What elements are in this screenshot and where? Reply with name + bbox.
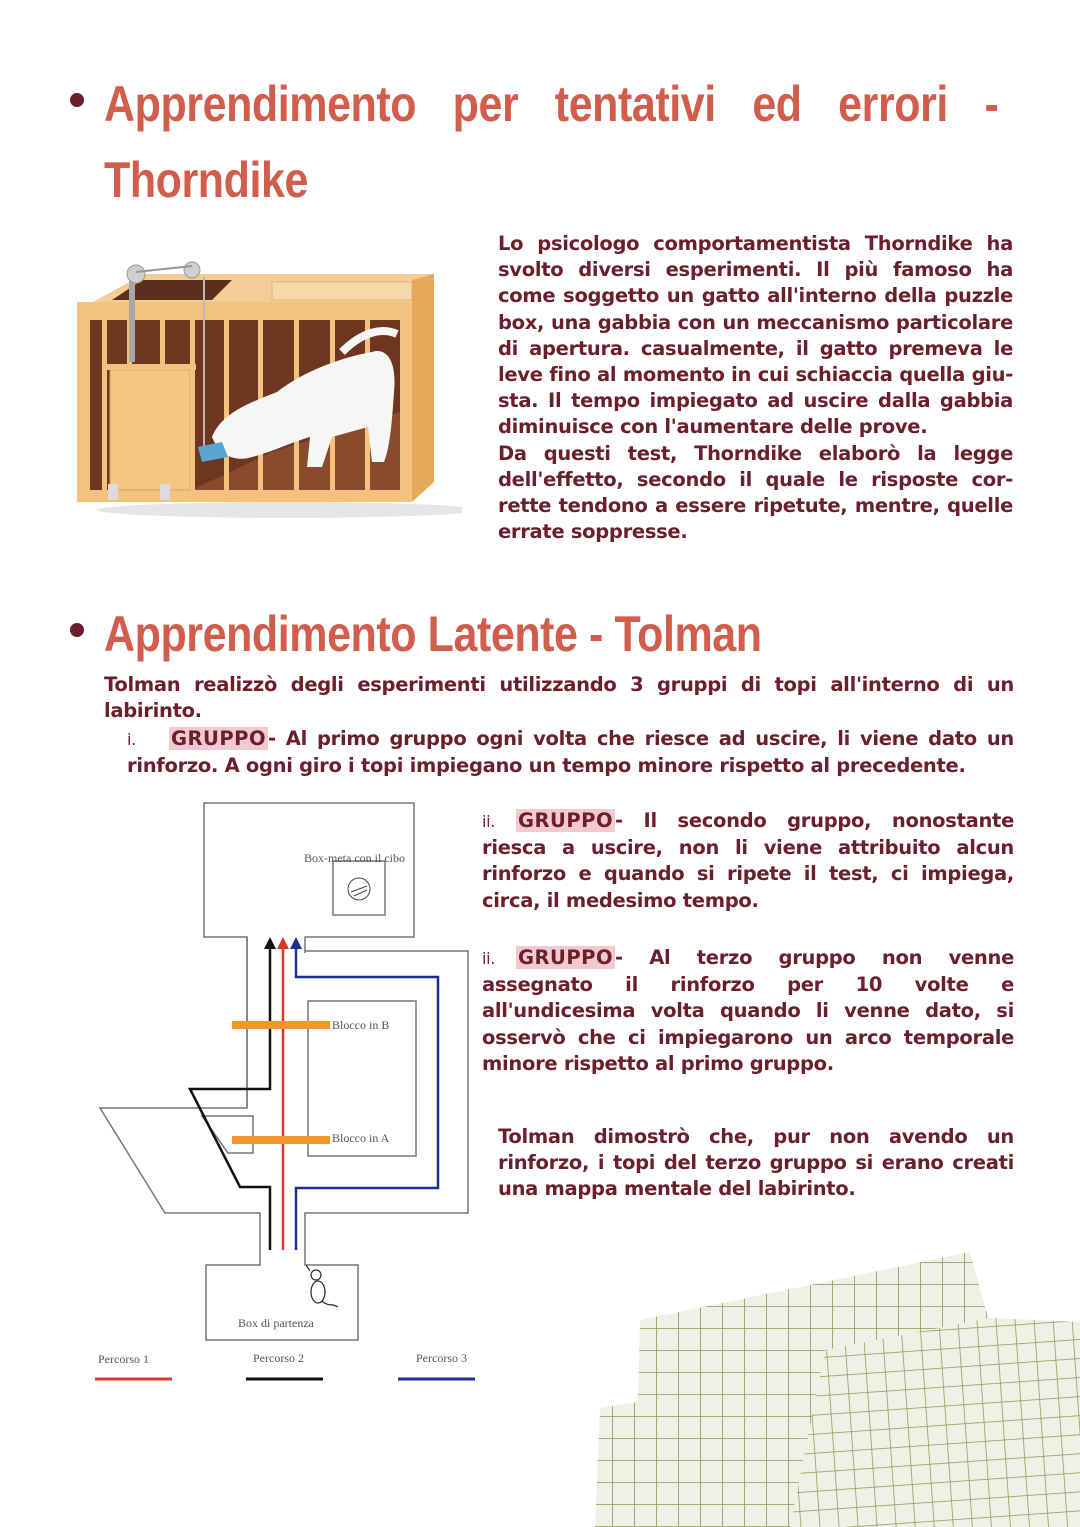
bullet-icon [70, 623, 84, 637]
section-title-thorndike [70, 66, 1080, 218]
group-text: - Al terzo gruppo non venne assegnato il rinforzo per 10 volte e all'undicesima volta quando li venne dato, si osservò che ci impiegarono un arco temporale minore rispetto al primo gruppo. [482, 946, 1014, 1075]
list-number: ii. [482, 812, 496, 831]
thorndike-paragraph-2: Da questi test, Thorndike elaborò la legge dell'effetto, secondo il quale le risposte cor-rette tendono a essere ripetute, mentre, quelle errate soppresse. [498, 441, 1013, 544]
start-box-label: Box di partenza [238, 1316, 314, 1330]
block-a-label: Blocco in A [332, 1131, 390, 1145]
group-text: - Al primo gruppo ogni volta che riesce ad uscire, li viene dato un rinforzo. A ogni giro i topi impiegano un tempo minore rispetto al precedente. [127, 727, 1014, 778]
group-text: - Il secondo gruppo, nonostante riesca a uscire, non li viene attribuito alcun rinforzo e quando si ripete il test, ci impiega, circa, il medesimo tempo. [482, 809, 1014, 912]
tolman-intro: Tolman realizzò degli esperimenti utilizzando 3 gruppi di topi all'interno di un labirinto. [104, 673, 1014, 723]
title-word: per [452, 76, 519, 132]
title-word: ed [752, 76, 802, 132]
tolman-conclusion: Tolman dimostrò che, pur non avendo un rinforzo, i topi del terzo gruppo si erano creati una mappa mentale del labirinto. [498, 1125, 1014, 1201]
legend-label-3: Percorso 3 [416, 1351, 467, 1365]
group-item-1 [127, 726, 1014, 779]
puzzle-box-cat-illustration [72, 252, 462, 522]
title-word: errori [838, 76, 948, 132]
thorndike-description [498, 231, 1013, 545]
title-word: tentativi [554, 76, 716, 132]
grid-paper-decoration [590, 1240, 1080, 1527]
group-label-highlight: GRUPPO [518, 809, 614, 832]
thorndike-paragraph-1: Lo psicologo comportamentista Thorndike ha svolto diversi esperimenti. Il più famoso ha come soggetto un gatto all'interno della puzzle box, una gabbia con un meccanismo particolare di apertura. casualmente, il gatto premeva le leve fino al momento in cui schiaccia quella giu-sta. Il tempo impiegato ad uscire dalla gabbia diminuisce con l'aumentare delle prove. [498, 232, 1013, 439]
list-number: ii. [482, 949, 496, 968]
tolman-maze-diagram [70, 795, 490, 1395]
title-line-2: Thorndike [104, 152, 308, 208]
title-word: - [984, 76, 999, 132]
legend-label-1: Percorso 1 [98, 1352, 149, 1366]
block-b-label: Blocco in B [332, 1018, 390, 1032]
list-number: i. [127, 730, 136, 749]
title-line-1 [104, 66, 998, 142]
legend-label-2: Percorso 2 [253, 1351, 304, 1365]
group-item-3 [482, 945, 1014, 1077]
title-word: Apprendimento [104, 76, 417, 132]
bullet-icon [70, 93, 84, 107]
group-label-highlight: GRUPPO [171, 727, 267, 750]
goal-box-label: Box-meta con il cibo [304, 851, 405, 865]
title-text: Apprendimento Latente - Tolman [104, 606, 762, 662]
rat-icon [306, 1265, 338, 1307]
section-title-tolman [70, 596, 869, 672]
group-label-highlight: GRUPPO [518, 946, 614, 969]
group-item-2 [482, 808, 1014, 914]
